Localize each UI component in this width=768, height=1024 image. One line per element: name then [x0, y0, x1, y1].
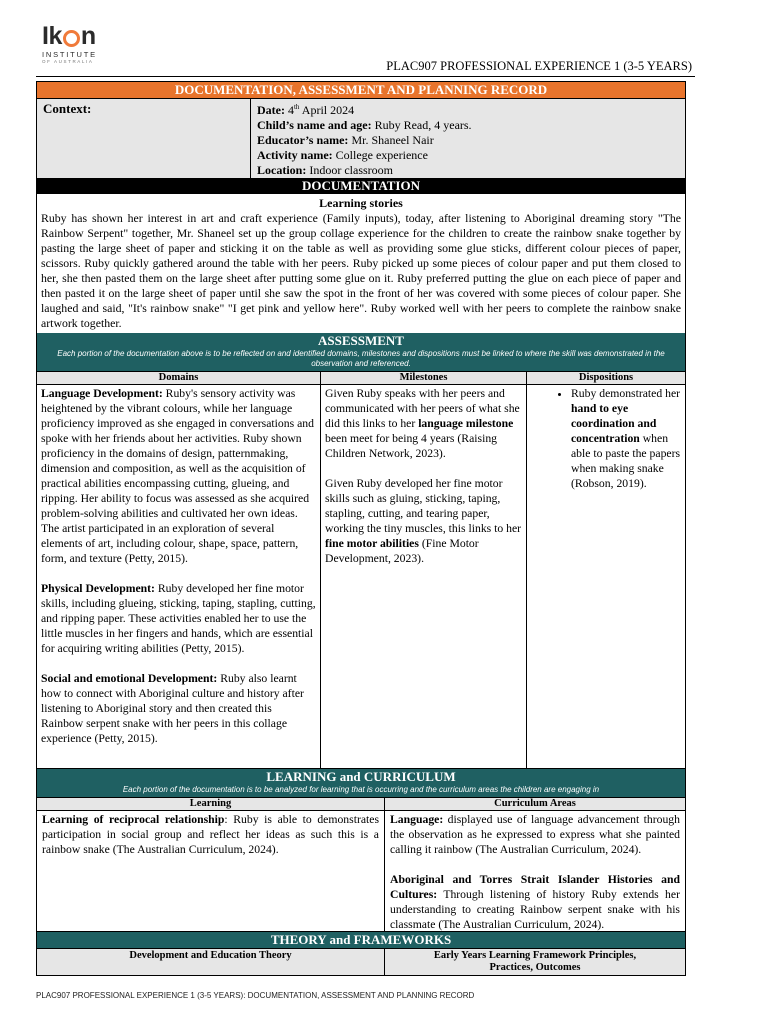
- documentation-heading: DOCUMENTATION: [37, 178, 685, 194]
- logo-subtitle: INSTITUTE: [42, 50, 97, 59]
- milestones-cell: [321, 385, 527, 768]
- assessment-note: Each portion of the documentation above is to be reflected on and identified domains, milestones and dispositions must be linked to where the skill was demonstrated in the observation and referenced.: [37, 349, 685, 371]
- location-line: Location: Indoor classroom: [257, 163, 393, 177]
- context-label: Context:: [37, 99, 251, 178]
- curriculum-aboriginal-histories: Aboriginal and Torres Strait Islander Histories and Cultures: Through listening of history Ruby extends her understanding to creating Rainbow serpent snake with his classmate (The Australian Curriculum, 2024).: [390, 873, 680, 931]
- curriculum-language: Language: displayed use of language advancement through the observation as he expressed to express what she painted calling it rainbow (The Australian Curriculum, 2024).: [390, 813, 680, 856]
- theory-heading: THEORY and FRAMEWORKS: [37, 931, 685, 948]
- logo-o-ring: [63, 30, 80, 47]
- page-footer: PLAC907 PROFESSIONAL EXPERIENCE 1 (3-5 YEARS): DOCUMENTATION, ASSESSMENT AND PLANNING RECORD: [36, 991, 475, 1000]
- col-learning: Learning: [37, 798, 385, 810]
- context-section: [37, 98, 685, 178]
- language-development: Language Development: Ruby's sensory activity was heightened by the vibrant colours, while her language proficiency improved as she engaged in conversations and spoke with her friends about her activities. Ruby shown proficiency in the domains of design, patternmaking, dimension and composition, as well as the acquisition of practical abilities encompassing cutting, glueing, and ripping. Her ability to focus was assessed as she acquired problem-solving abilities and cultivated her own ideas. The artist participated in an exploration of several elements of art, including colour, shape, space, pattern, form, and texture (Petty, 2015).: [41, 387, 314, 565]
- col-eylf: Early Years Learning Framework Principles, Practices, Outcomes: [433, 950, 637, 973]
- dispositions-cell: [527, 385, 685, 768]
- learning-note: Each portion of the documentation is to be analyzed for learning that is occurring and the curriculum areas the children are engaging in: [37, 785, 685, 797]
- educator-line: Educator’s name: Mr. Shaneel Nair: [257, 133, 434, 147]
- record-table: [36, 81, 686, 976]
- learning-cell: [37, 811, 385, 931]
- col-curriculum-areas: Curriculum Areas: [494, 798, 576, 809]
- fine-motor-milestone: Given Ruby developed her fine motor skills such as gluing, sticking, taping, stapling, cutting, and tearing paper, working the tiny muscles, this links to her fine motor abilities (Fine Motor Development, 2023).: [325, 477, 522, 565]
- learning-row: [37, 811, 685, 931]
- assessment-table-header: [37, 371, 685, 385]
- header-divider: [36, 76, 695, 77]
- learning-curriculum-heading: LEARNING and CURRICULUM: [37, 768, 685, 785]
- date-line: Date: 4th April 2024: [257, 103, 355, 117]
- record-title: DOCUMENTATION, ASSESSMENT AND PLANNING RECORD: [37, 82, 685, 98]
- learning-story-text: Ruby has shown her interest in art and craft experience (Family inputs), today, after listening to Aboriginal dreaming story "The Rainbow Serpent" together, Mr. Shaneel set up the group collage experience for the children to create the rainbow snake together by pasting the large sheet of paper and sticking it on the table as well as providing some glue sticks, different colour pieces of paper, scissors. Ruby quickly gathered around the table with her peers. Ruby picked up some pieces of colour paper and put them closed to her, she then pasted them on the large sheet after putting some glue on it. Ruby preferred putting the glue on each piece of paper and then pasted it on the large sheet of paper until she saw the spot in the front of her was covered with some pieces of colour paper. She laughed and said, "It's rainbow snake" "I get pink and yellow here". Ruby worked well with her peers to complete the rainbow snake artwork together.: [41, 211, 681, 330]
- learning-stories-heading: Learning stories: [319, 196, 403, 210]
- social-emotional-development: Social and emotional Development: Ruby also learnt how to connect with Aboriginal culture and history after listening to Aboriginal story and then created this Rainbow serpent snake with her peers in this collage experience (Petty, 2015).: [41, 672, 304, 745]
- col-milestones: Milestones: [321, 372, 527, 384]
- child-line: Child’s name and age: Ruby Read, 4 years.: [257, 118, 472, 132]
- dispositions-list: [531, 386, 681, 491]
- logo-subtitle-small: OF AUSTRALIA: [42, 59, 94, 64]
- col-development-theory: Development and Education Theory: [37, 949, 385, 975]
- curriculum-cell: [385, 811, 685, 931]
- page-header-title: PLAC907 PROFESSIONAL EXPERIENCE 1 (3-5 YEARS): [386, 59, 692, 73]
- assessment-row: [37, 385, 685, 768]
- language-milestone: Given Ruby speaks with her peers and communicated with her peers of what she did this links to her language milestone been meet for being 4 years (Raising Children Network, 2023).: [325, 387, 520, 460]
- theory-table-header: [37, 948, 685, 975]
- context-details: [251, 99, 685, 178]
- ikon-logo: [42, 24, 122, 68]
- disposition-item: • Ruby demonstrated her hand to eye coordination and concentration when able to paste the papers when making snake (Robson, 2019).: [571, 386, 681, 491]
- physical-development: Physical Development: Ruby developed her fine motor skills, including glueing, sticking, taping, stapling, cutting, and ripping paper. These activities enabled her to use the little muscles in her fingers and hands, which are essential for acquiring writing abilities (Petty, 2015).: [41, 582, 316, 655]
- assessment-heading: ASSESSMENT: [37, 333, 685, 349]
- reciprocal-relationship: Learning of reciprocal relationship: Ruby is able to demonstrates participation in social group and reflect her ideas as such this is a rainbow snake (The Australian Curriculum, 2024).: [42, 813, 380, 856]
- learning-table-header: [37, 797, 685, 811]
- activity-line: Activity name: College experience: [257, 148, 428, 162]
- col-domains: Domains: [37, 372, 321, 384]
- domains-cell: [37, 385, 321, 768]
- col-dispositions: Dispositions: [578, 372, 634, 383]
- logo-wordmark: Ik n: [42, 22, 96, 50]
